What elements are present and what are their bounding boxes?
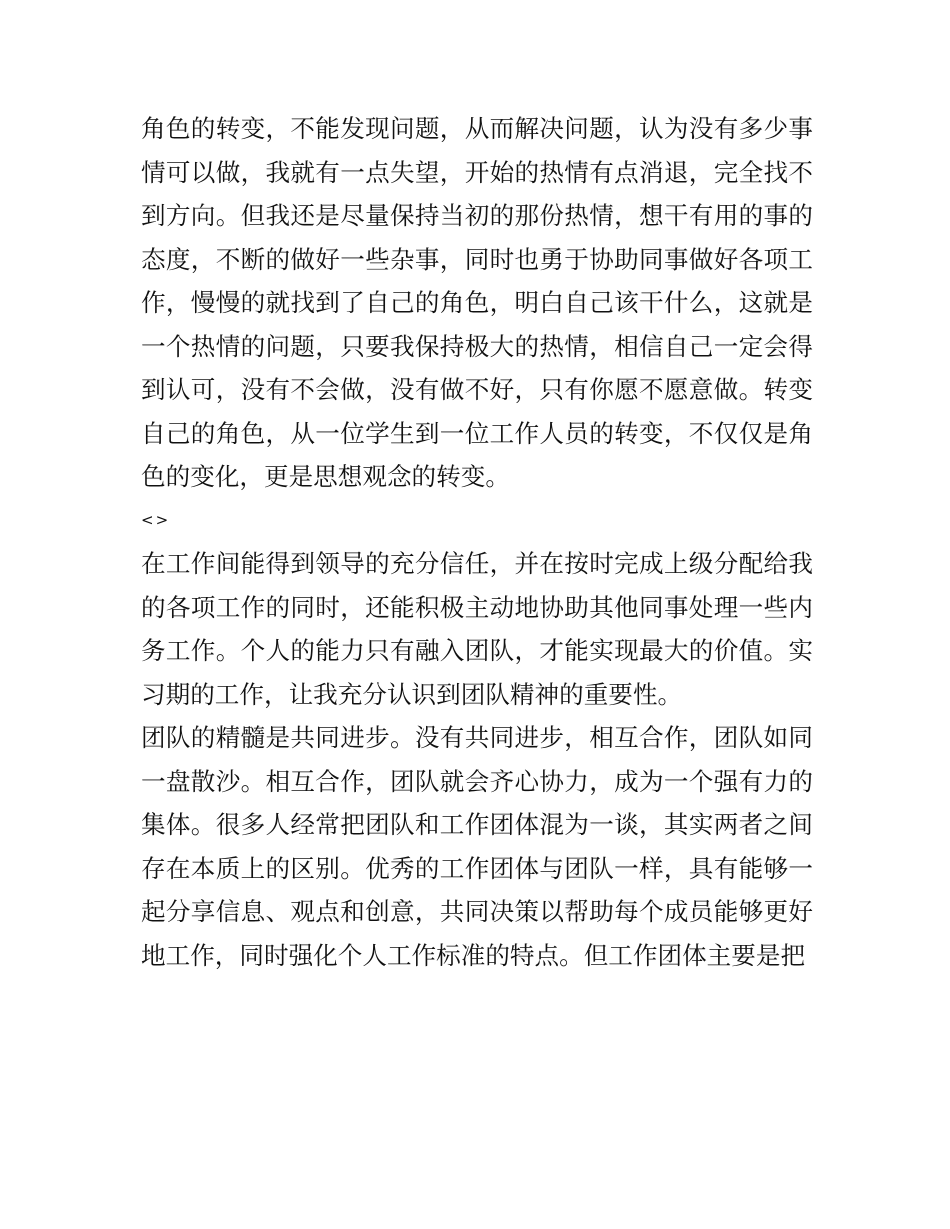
paragraph-role-change: 角色的转变，不能发现问题，从而解决问题，认为没有多少事情可以做，我就有一点失望，开始的热情有点消退，完全找不到方向。但我还是尽量保持当初的那份热情，想干有用的事的态度，不断的做好一些杂事，同时也勇于协助同事做好各项工作，慢慢的就找到了自己的角色，明白自己该干什么，这就是一个热情的问题，只要我保持极大的热情，相信自己一定会得到认可，没有不会做，没有做不好，只有你愿不愿意做。转变自己的角色，从一位学生到一位工作人员的转变，不仅仅是角色的变化，更是思想观念的转变。: [141, 114, 813, 491]
section-marker: <>: [141, 510, 171, 529]
paragraph-team-essence: 团队的精髓是共同进步。没有共同进步，相互合作，团队如同一盘散沙。相互合作，团队就会齐心协力，成为一个强有力的集体。很多人经常把团队和工作团体混为一谈，其实两者之间存在本质上的区别。优秀的工作团体与团队一样，具有能够一起分享信息、观点和创意，共同决策以帮助每个成员能够更好地工作，同时强化个人工作标准的特点。但工作团体主要是把: [141, 723, 813, 970]
paragraph-leadership-trust: 在工作间能得到领导的充分信任，并在按时完成上级分配给我的各项工作的同时，还能积极主动地协助其他同事处理一些内务工作。个人的能力只有融入团队，才能实现最大的价值。实习期的工作，让我充分认识到团队精神的重要性。: [141, 549, 813, 709]
document-body: [141, 107, 813, 977]
